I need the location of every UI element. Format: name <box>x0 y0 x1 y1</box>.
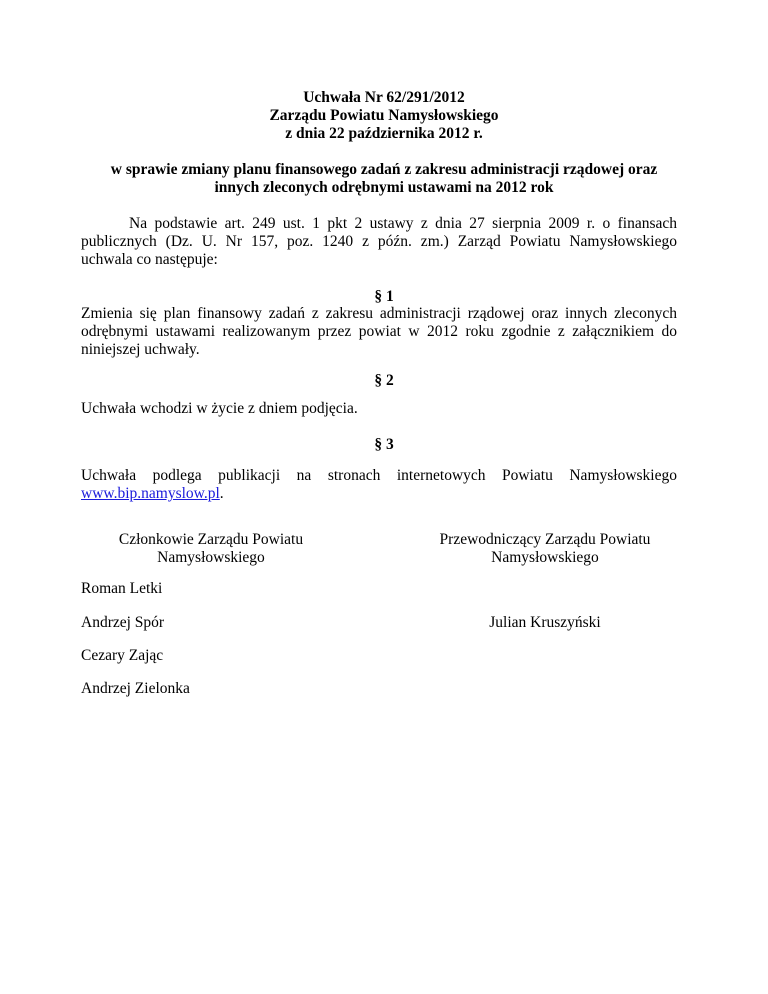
section-3-line-2 <box>81 485 677 503</box>
chairman-name: Julian Kruszyński <box>489 614 601 631</box>
members-title-line-1: Członkowie Zarządu Powiatu <box>118 531 304 548</box>
section-2-sign: § 2 <box>374 372 394 389</box>
section-3-line-1: Uchwała podlega publikacji na stronach internetowych Powiatu Namysłowskiego <box>81 467 677 484</box>
member-name: Andrzej Zielonka <box>81 680 190 697</box>
section-1-line-2: odrębnymi ustawami realizowanym przez powiat w 2012 roku zgodnie z załącznikiem do <box>81 323 677 340</box>
members-title-line-2: Namysłowskiego <box>157 549 265 566</box>
section-1-line-3: niniejszej uchwały. <box>81 341 200 358</box>
member-name: Roman Letki <box>81 580 163 597</box>
member-name: Andrzej Spór <box>81 614 165 631</box>
resolution-subject-line-1: w sprawie zmiany planu finansowego zadań z zakresu administracji rządowej oraz <box>110 161 658 178</box>
preamble-line-1: Na podstawie art. 249 ust. 1 pkt 2 ustawy z dnia 27 sierpnia 2009 r. o finansach <box>129 215 677 232</box>
chairman-title-line-1: Przewodniczący Zarządu Powiatu <box>439 531 651 548</box>
member-name: Cezary Zając <box>81 647 164 664</box>
section-1-sign: § 1 <box>374 288 394 305</box>
section-3-period: . <box>219 485 224 502</box>
resolution-subject-line-2: innych zleconych odrębnymi ustawami na 2012 rok <box>214 179 554 196</box>
preamble-line-3: uchwala co następuje: <box>81 251 218 268</box>
section-3-sign: § 3 <box>374 436 394 453</box>
resolution-date: z dnia 22 października 2012 r. <box>285 125 483 142</box>
preamble-line-2: publicznych (Dz. U. Nr 157, poz. 1240 z późn. zm.) Zarząd Powiatu Namysłowskiego <box>81 233 677 250</box>
chairman-title-line-2: Namysłowskiego <box>491 549 599 566</box>
resolution-number: Uchwała Nr 62/291/2012 <box>303 89 465 106</box>
section-2-line-1: Uchwała wchodzi w życie z dniem podjęcia. <box>81 400 358 417</box>
section-1-line-1: Zmienia się plan finansowy zadań z zakresu administracji rządowej oraz innych zleconych <box>81 305 677 322</box>
issuing-body: Zarządu Powiatu Namysłowskiego <box>269 107 499 124</box>
bip-website-link[interactable]: www.bip.namyslow.pl <box>81 485 220 502</box>
